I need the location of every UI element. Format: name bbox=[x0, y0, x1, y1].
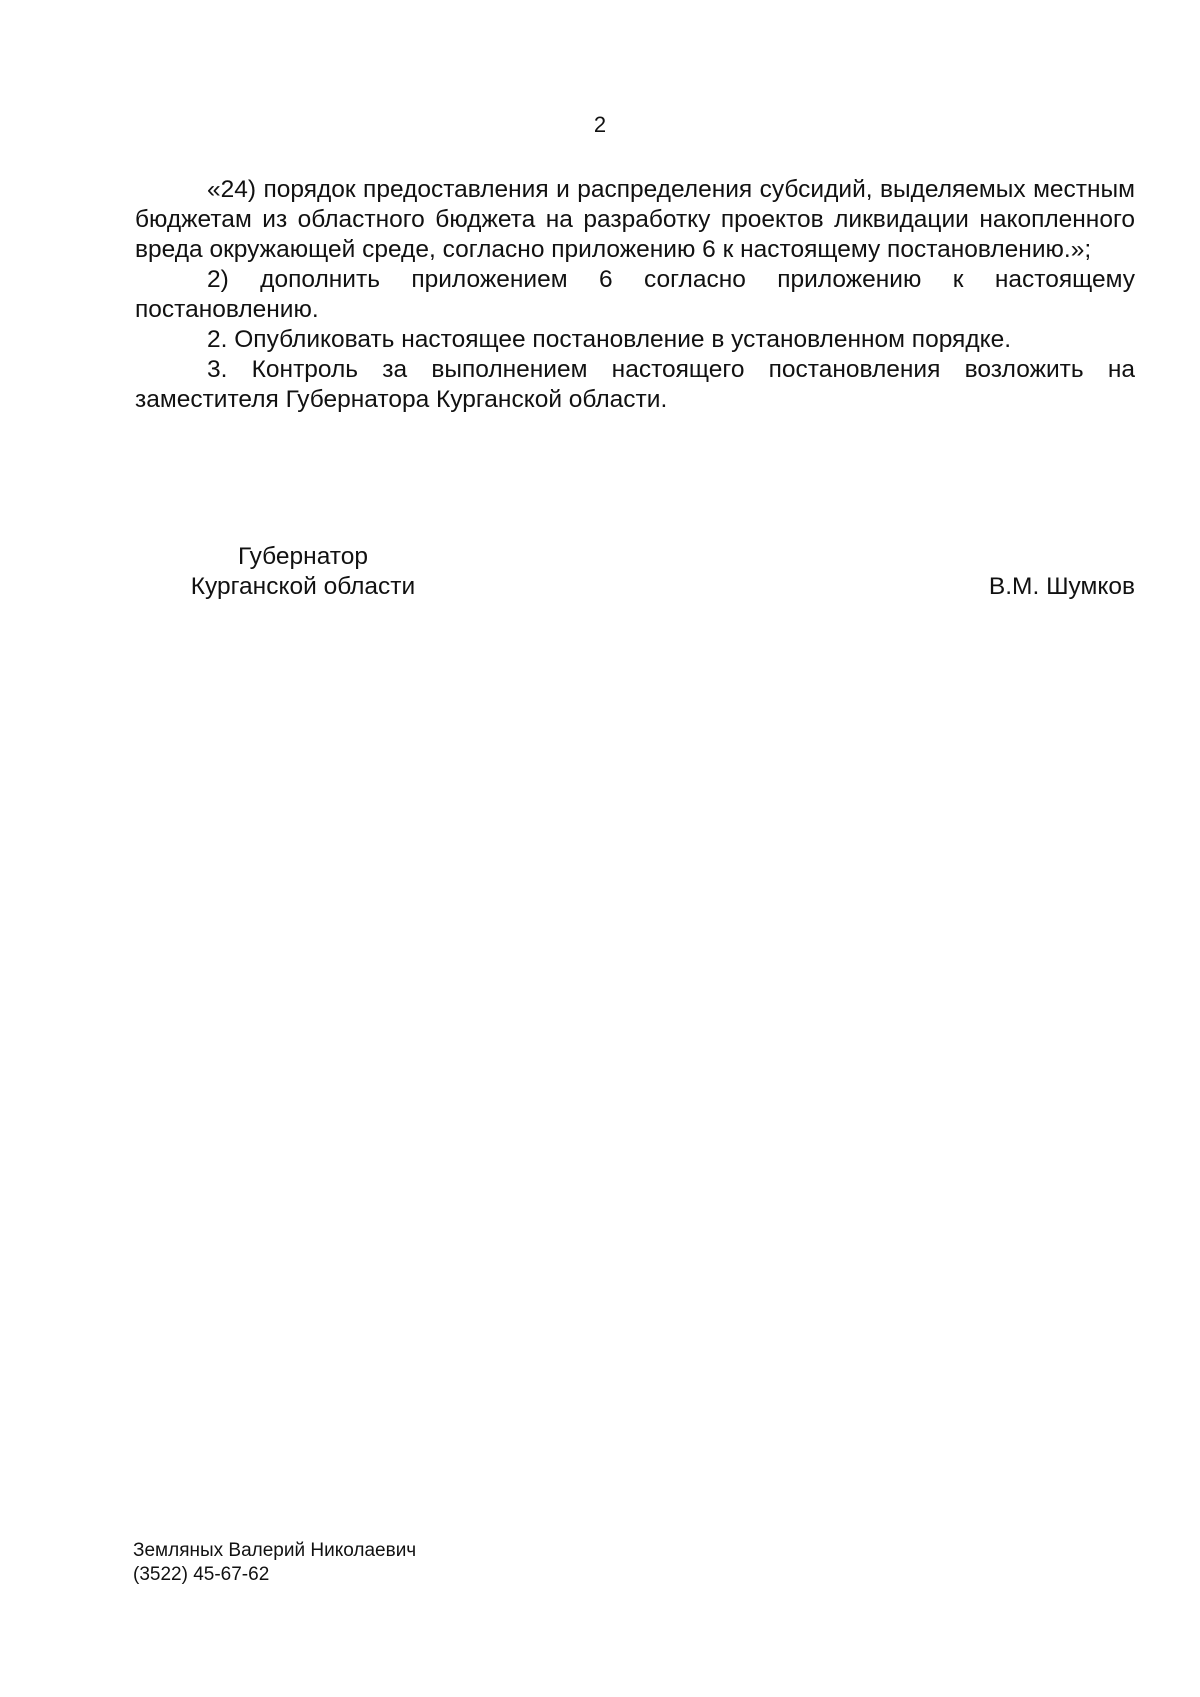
signatory-name: В.М. Шумков bbox=[988, 573, 1135, 600]
executor-phone: (3522) 45-67-62 bbox=[133, 1564, 270, 1585]
signatory-title-line2: Курганской области bbox=[190, 573, 416, 600]
paragraph-item-24: «24) порядок предоставления и распределения субсидий, выделяемых местным бюджетам из областного бюджета на разработку проектов ликвидации накопленного вреда окружающей среде, согласно приложению 6 к настоящему постановлению.»; bbox=[135, 176, 1135, 263]
document-body bbox=[135, 175, 1135, 415]
signatory-title-line1: Губернатор bbox=[238, 543, 368, 570]
executor-contact bbox=[133, 1539, 416, 1587]
paragraph-add-appendix: 2) дополнить приложением 6 согласно приложению к настоящему постановлению. bbox=[135, 266, 1135, 323]
paragraph-control: 3. Контроль за выполнением настоящего постановления возложить на заместителя Губернатора Курганской области. bbox=[135, 356, 1135, 413]
signatory-title bbox=[143, 542, 463, 602]
page-number: 2 bbox=[593, 112, 607, 137]
executor-name: Земляных Валерий Николаевич bbox=[133, 1540, 417, 1561]
paragraph-publish: 2. Опубликовать настоящее постановление в установленном порядке. bbox=[207, 326, 1012, 353]
